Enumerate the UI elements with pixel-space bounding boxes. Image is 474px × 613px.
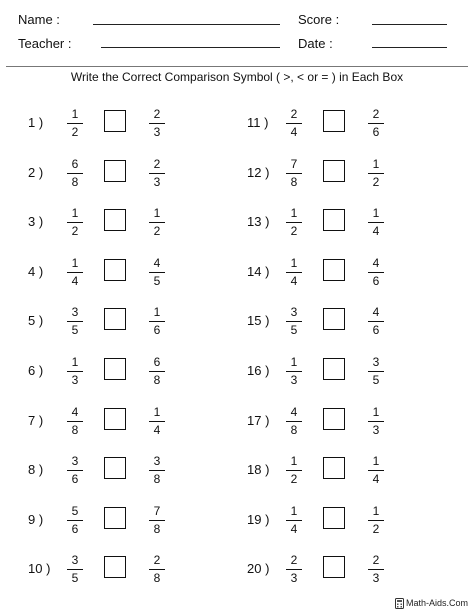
denominator: 2 <box>71 125 79 139</box>
numerator: 3 <box>71 305 79 319</box>
denominator: 6 <box>71 472 79 486</box>
numerator: 1 <box>290 206 298 220</box>
problem-3 <box>28 205 178 239</box>
left-fraction <box>64 106 86 140</box>
left-fraction <box>64 304 86 338</box>
numerator: 1 <box>71 256 79 270</box>
fraction-bar <box>67 222 83 223</box>
numerator: 3 <box>290 305 298 319</box>
denominator: 8 <box>153 571 161 585</box>
problem-number: 3 ) <box>28 214 44 229</box>
numerator: 1 <box>153 305 161 319</box>
problem-13 <box>247 205 397 239</box>
fraction-bar <box>149 222 165 223</box>
fraction-bar <box>67 569 83 570</box>
denominator: 6 <box>372 274 380 288</box>
fraction-bar <box>286 321 302 322</box>
fraction-bar <box>286 123 302 124</box>
problem-16 <box>247 354 397 388</box>
fraction-bar <box>149 470 165 471</box>
numerator: 1 <box>372 405 380 419</box>
fraction-bar <box>368 520 384 521</box>
numerator: 4 <box>290 405 298 419</box>
right-fraction <box>365 453 387 487</box>
problem-number: 10 ) <box>28 561 51 576</box>
numerator: 1 <box>290 355 298 369</box>
answer-box[interactable] <box>104 308 126 330</box>
right-fraction <box>365 205 387 239</box>
fraction-bar <box>368 321 384 322</box>
numerator: 3 <box>153 454 161 468</box>
instructions: Write the Correct Comparison Symbol ( >, < or = ) in Each Box <box>70 70 404 84</box>
left-fraction <box>64 503 86 537</box>
left-fraction <box>283 205 305 239</box>
denominator: 2 <box>372 522 380 536</box>
numerator: 1 <box>372 206 380 220</box>
right-fraction <box>365 106 387 140</box>
numerator: 3 <box>372 355 380 369</box>
problem-number: 4 ) <box>28 264 44 279</box>
right-fraction <box>146 552 168 586</box>
left-fraction <box>64 156 86 190</box>
denominator: 2 <box>290 472 298 486</box>
answer-box[interactable] <box>104 457 126 479</box>
fraction-bar <box>67 321 83 322</box>
fraction-bar <box>67 421 83 422</box>
fraction-bar <box>286 222 302 223</box>
left-fraction <box>283 404 305 438</box>
denominator: 4 <box>153 423 161 437</box>
fraction-bar <box>149 173 165 174</box>
denominator: 4 <box>290 125 298 139</box>
fraction-bar <box>67 520 83 521</box>
denominator: 6 <box>71 522 79 536</box>
right-fraction <box>365 552 387 586</box>
problem-number: 11 ) <box>247 115 269 130</box>
answer-box[interactable] <box>323 457 345 479</box>
denominator: 3 <box>372 423 380 437</box>
score-label: Score : <box>298 12 340 27</box>
denominator: 8 <box>290 175 298 189</box>
answer-box[interactable] <box>323 408 345 430</box>
left-fraction <box>64 453 86 487</box>
header-divider <box>6 66 468 67</box>
numerator: 1 <box>290 504 298 518</box>
denominator: 8 <box>71 175 79 189</box>
numerator: 1 <box>153 206 161 220</box>
fraction-bar <box>67 371 83 372</box>
right-fraction <box>146 205 168 239</box>
problem-4 <box>28 255 178 289</box>
fraction-bar <box>286 470 302 471</box>
denominator: 3 <box>290 373 298 387</box>
right-fraction <box>146 106 168 140</box>
fraction-bar <box>67 123 83 124</box>
numerator: 6 <box>153 355 161 369</box>
fraction-bar <box>149 272 165 273</box>
numerator: 1 <box>71 355 79 369</box>
problem-number: 18 ) <box>247 462 270 477</box>
problem-18 <box>247 453 397 487</box>
denominator: 8 <box>153 522 161 536</box>
right-fraction <box>146 453 168 487</box>
left-fraction <box>283 552 305 586</box>
left-fraction <box>64 205 86 239</box>
problem-10 <box>28 552 178 586</box>
left-fraction <box>283 304 305 338</box>
fraction-bar <box>368 569 384 570</box>
denominator: 5 <box>290 323 298 337</box>
denominator: 4 <box>372 224 380 238</box>
teacher-line[interactable] <box>101 47 280 48</box>
right-fraction <box>365 304 387 338</box>
numerator: 3 <box>71 553 79 567</box>
numerator: 1 <box>372 454 380 468</box>
numerator: 2 <box>372 107 380 121</box>
name-label: Name : <box>18 12 60 27</box>
problem-number: 1 ) <box>28 115 44 130</box>
problem-number: 19 ) <box>247 512 270 527</box>
problem-11 <box>247 106 397 140</box>
fraction-bar <box>149 421 165 422</box>
calculator-icon <box>395 598 404 609</box>
denominator: 3 <box>71 373 79 387</box>
right-fraction <box>146 304 168 338</box>
answer-box[interactable] <box>104 358 126 380</box>
right-fraction <box>365 404 387 438</box>
numerator: 1 <box>372 157 380 171</box>
denominator: 5 <box>153 274 161 288</box>
fraction-bar <box>149 569 165 570</box>
left-fraction <box>64 552 86 586</box>
numerator: 1 <box>71 206 79 220</box>
denominator: 2 <box>153 224 161 238</box>
answer-box[interactable] <box>323 160 345 182</box>
denominator: 8 <box>71 423 79 437</box>
problem-number: 17 ) <box>247 413 270 428</box>
numerator: 1 <box>153 405 161 419</box>
fraction-bar <box>67 272 83 273</box>
fraction-bar <box>286 173 302 174</box>
denominator: 3 <box>153 125 161 139</box>
answer-box[interactable] <box>104 110 126 132</box>
denominator: 8 <box>153 472 161 486</box>
denominator: 2 <box>71 224 79 238</box>
problem-19 <box>247 503 397 537</box>
problem-15 <box>247 304 397 338</box>
problem-number: 2 ) <box>28 165 44 180</box>
problem-6 <box>28 354 178 388</box>
date-label: Date : <box>298 36 333 51</box>
problem-number: 8 ) <box>28 462 44 477</box>
fraction-bar <box>368 173 384 174</box>
denominator: 4 <box>372 472 380 486</box>
numerator: 2 <box>290 107 298 121</box>
problem-14 <box>247 255 397 289</box>
answer-box[interactable] <box>323 308 345 330</box>
fraction-bar <box>149 321 165 322</box>
name-line[interactable] <box>93 24 280 25</box>
problem-9 <box>28 503 178 537</box>
answer-box[interactable] <box>323 209 345 231</box>
answer-box[interactable] <box>104 160 126 182</box>
numerator: 2 <box>153 157 161 171</box>
problem-20 <box>247 552 397 586</box>
numerator: 4 <box>372 305 380 319</box>
numerator: 4 <box>71 405 79 419</box>
problem-number: 13 ) <box>247 214 270 229</box>
numerator: 6 <box>71 157 79 171</box>
fraction-bar <box>368 272 384 273</box>
answer-box[interactable] <box>323 507 345 529</box>
problem-number: 20 ) <box>247 561 270 576</box>
left-fraction <box>283 106 305 140</box>
denominator: 5 <box>71 571 79 585</box>
fraction-bar <box>286 569 302 570</box>
fraction-bar <box>286 520 302 521</box>
numerator: 2 <box>372 553 380 567</box>
problem-number: 12 ) <box>247 165 270 180</box>
numerator: 7 <box>290 157 298 171</box>
answer-box[interactable] <box>104 556 126 578</box>
answer-box[interactable] <box>323 358 345 380</box>
right-fraction <box>146 156 168 190</box>
fraction-bar <box>368 222 384 223</box>
fraction-bar <box>368 470 384 471</box>
fraction-bar <box>286 272 302 273</box>
denominator: 8 <box>290 423 298 437</box>
left-fraction <box>283 503 305 537</box>
left-fraction <box>283 354 305 388</box>
denominator: 5 <box>71 323 79 337</box>
right-fraction <box>146 354 168 388</box>
answer-box[interactable] <box>104 209 126 231</box>
problem-5 <box>28 304 178 338</box>
problem-number: 15 ) <box>247 313 270 328</box>
problem-number: 14 ) <box>247 264 270 279</box>
fraction-bar <box>149 520 165 521</box>
right-fraction <box>365 503 387 537</box>
numerator: 5 <box>71 504 79 518</box>
denominator: 5 <box>372 373 380 387</box>
left-fraction <box>64 354 86 388</box>
fraction-bar <box>149 123 165 124</box>
problem-1 <box>28 106 178 140</box>
fraction-bar <box>67 470 83 471</box>
fraction-bar <box>149 371 165 372</box>
right-fraction <box>365 354 387 388</box>
numerator: 2 <box>290 553 298 567</box>
problem-number: 5 ) <box>28 313 44 328</box>
problem-2 <box>28 156 178 190</box>
left-fraction <box>64 255 86 289</box>
denominator: 3 <box>290 571 298 585</box>
numerator: 7 <box>153 504 161 518</box>
denominator: 2 <box>372 175 380 189</box>
score-line[interactable] <box>372 24 447 25</box>
denominator: 6 <box>372 125 380 139</box>
problem-8 <box>28 453 178 487</box>
problem-7 <box>28 404 178 438</box>
problem-number: 7 ) <box>28 413 44 428</box>
denominator: 4 <box>290 274 298 288</box>
numerator: 1 <box>372 504 380 518</box>
problem-number: 16 ) <box>247 363 270 378</box>
teacher-label: Teacher : <box>18 36 72 51</box>
problem-number: 9 ) <box>28 512 44 527</box>
denominator: 3 <box>372 571 380 585</box>
fraction-bar <box>368 371 384 372</box>
denominator: 3 <box>153 175 161 189</box>
numerator: 1 <box>71 107 79 121</box>
denominator: 4 <box>71 274 79 288</box>
numerator: 1 <box>290 256 298 270</box>
answer-box[interactable] <box>104 507 126 529</box>
answer-box[interactable] <box>323 110 345 132</box>
problem-12 <box>247 156 397 190</box>
problem-17 <box>247 404 397 438</box>
numerator: 2 <box>153 107 161 121</box>
date-line[interactable] <box>372 47 447 48</box>
fraction-bar <box>286 371 302 372</box>
fraction-bar <box>67 173 83 174</box>
right-fraction <box>146 503 168 537</box>
left-fraction <box>64 404 86 438</box>
footer-brand: Math-Aids.Com <box>405 598 468 608</box>
right-fraction <box>146 404 168 438</box>
denominator: 8 <box>153 373 161 387</box>
left-fraction <box>283 255 305 289</box>
problem-number: 6 ) <box>28 363 44 378</box>
denominator: 6 <box>372 323 380 337</box>
left-fraction <box>283 453 305 487</box>
footer-logo <box>395 597 468 609</box>
numerator: 3 <box>71 454 79 468</box>
answer-box[interactable] <box>104 408 126 430</box>
numerator: 4 <box>153 256 161 270</box>
right-fraction <box>365 156 387 190</box>
answer-box[interactable] <box>323 556 345 578</box>
answer-box[interactable] <box>323 259 345 281</box>
denominator: 6 <box>153 323 161 337</box>
numerator: 4 <box>372 256 380 270</box>
right-fraction <box>146 255 168 289</box>
numerator: 1 <box>290 454 298 468</box>
fraction-bar <box>368 421 384 422</box>
denominator: 4 <box>290 522 298 536</box>
fraction-bar <box>286 421 302 422</box>
numerator: 2 <box>153 553 161 567</box>
left-fraction <box>283 156 305 190</box>
right-fraction <box>365 255 387 289</box>
denominator: 2 <box>290 224 298 238</box>
fraction-bar <box>368 123 384 124</box>
answer-box[interactable] <box>104 259 126 281</box>
